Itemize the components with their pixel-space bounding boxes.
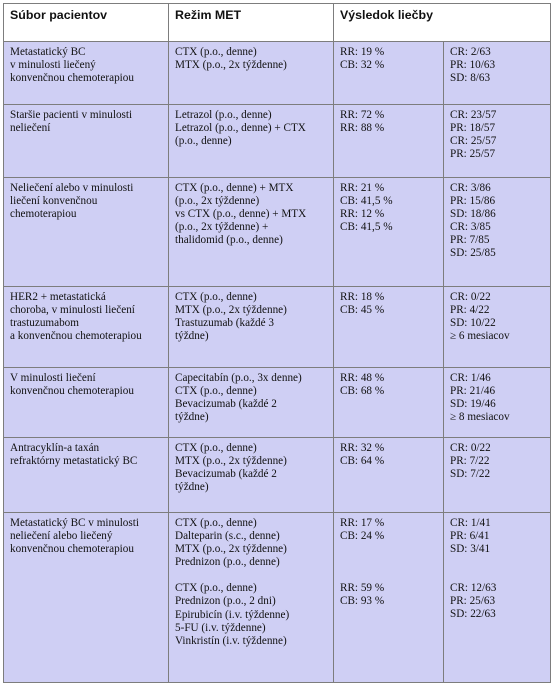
cell-line: CR: 0/22 — [450, 291, 491, 303]
cell-line: Bevacizumab (každé 2 — [175, 398, 277, 411]
cell-line: PR: 21/46 — [450, 385, 496, 398]
table-row — [4, 513, 551, 683]
cell-line: Capecitabín (p.o., 3x denne) — [175, 372, 302, 384]
cell-line: CR: 2/63 — [450, 46, 491, 58]
cell-line: a konvenčnou chemoterapiou — [10, 330, 142, 343]
cell-line: neliečení alebo liečený — [10, 530, 113, 543]
detail-cell — [444, 42, 551, 105]
regimen-cell — [169, 105, 334, 178]
cell-line: SD: 22/63 — [450, 608, 496, 621]
table-row — [4, 368, 551, 438]
cell-line: RR: 72 % — [340, 109, 385, 121]
table-header-row — [4, 4, 551, 42]
cell-line: (p.o., denne) — [175, 135, 232, 148]
cell-line: konvenčnou chemoterapiou — [10, 385, 134, 398]
result-cell — [334, 513, 444, 683]
detail-cell — [444, 368, 551, 438]
cell-line: CB: 64 % — [340, 455, 385, 468]
result-cell — [334, 438, 444, 513]
spacer — [340, 569, 437, 582]
result-cell — [334, 178, 444, 287]
cell-line: v minulosti liečený — [10, 59, 96, 72]
cell-line: SD: 25/85 — [450, 247, 496, 260]
patient-group-cell — [4, 368, 169, 438]
cell-line: CTX (p.o., denne) — [175, 291, 257, 303]
table-row — [4, 105, 551, 178]
spacer — [340, 543, 437, 556]
patient-group-cell — [4, 287, 169, 368]
cell-line: RR: 18 % — [340, 291, 385, 303]
header-met-regimen: Režim MET — [169, 4, 334, 42]
spacer — [175, 569, 327, 582]
cell-line: ≥ 6 mesiacov — [450, 330, 510, 343]
cell-line: CR: 3/86 — [450, 182, 491, 194]
cell-line: refraktórny metastatický BC — [10, 455, 138, 468]
cell-line: PR: 15/86 — [450, 195, 496, 208]
cell-line: Letrazol (p.o., denne) + CTX — [175, 122, 306, 135]
cell-line: MTX (p.o., 2x týždenne) — [175, 455, 287, 468]
table-row — [4, 178, 551, 287]
cell-line: Epirubicín (i.v. týždenne) — [175, 608, 290, 621]
cell-line: CB: 32 % — [340, 59, 385, 72]
result-cell — [334, 105, 444, 178]
cell-line: CB: 68 % — [340, 385, 385, 398]
cell-line: Dalteparin (s.c., denne) — [175, 530, 280, 543]
cell-line: MTX (p.o., 2x týždenne) — [175, 543, 287, 556]
cell-line: CR: 12/63 — [450, 582, 497, 595]
result-cell — [334, 287, 444, 368]
cell-line: MTX (p.o., 2x týždenne) — [175, 59, 287, 72]
cell-line: CB: 41,5 % — [340, 221, 393, 234]
cell-line: konvenčnou chemoterapiou — [10, 72, 134, 85]
cell-line: SD: 7/22 — [450, 468, 491, 481]
cell-line: CTX (p.o., denne) — [175, 46, 257, 58]
cell-line: MTX (p.o., 2x týždenne) — [175, 304, 287, 317]
header-patient-group: Súbor pacientov — [4, 4, 169, 42]
table-row — [4, 438, 551, 513]
cell-line: Bevacizumab (každé 2 — [175, 468, 277, 481]
result-cell — [334, 42, 444, 105]
cell-line: SD: 3/41 — [450, 543, 491, 556]
cell-line: RR: 32 % — [340, 442, 385, 454]
cell-line: CTX (p.o., denne) — [175, 582, 257, 595]
patient-group-cell — [4, 513, 169, 683]
cell-line: CTX (p.o., denne) — [175, 385, 257, 398]
results-table — [3, 3, 551, 683]
cell-line: týždne) — [175, 481, 209, 494]
cell-line: neliečení — [10, 122, 51, 135]
regimen-cell — [169, 438, 334, 513]
cell-line: Metastatický BC — [10, 46, 86, 58]
cell-line: týždne) — [175, 330, 209, 343]
cell-line: SD: 10/22 — [450, 317, 496, 330]
cell-line: choroba, v minulosti liečení — [10, 304, 135, 317]
cell-line: týždne) — [175, 411, 209, 424]
cell-line: ≥ 8 mesiacov — [450, 411, 510, 424]
detail-cell — [444, 105, 551, 178]
cell-line: SD: 8/63 — [450, 72, 491, 85]
cell-line: RR: 17 % — [340, 517, 385, 529]
cell-line: PR: 25/63 — [450, 595, 496, 608]
cell-line: Letrazol (p.o., denne) — [175, 109, 272, 121]
detail-cell — [444, 178, 551, 287]
cell-line: Vinkristín (i.v. týždenne) — [175, 634, 287, 647]
cell-line: CTX (p.o., denne) — [175, 517, 257, 529]
cell-line: CR: 1/46 — [450, 372, 491, 384]
cell-line: RR: 21 % — [340, 182, 385, 194]
cell-line: PR: 7/22 — [450, 455, 490, 468]
spacer — [340, 556, 437, 569]
cell-line: CTX (p.o., denne) — [175, 442, 257, 454]
result-cell — [334, 368, 444, 438]
cell-line: CR: 1/41 — [450, 517, 491, 529]
cell-line: HER2 + metastatická — [10, 291, 106, 303]
cell-line: konvenčnou chemoterapiou — [10, 543, 134, 556]
cell-line: (p.o., 2x týždenne) + — [175, 221, 269, 234]
cell-line: PR: 25/57 — [450, 148, 496, 161]
cell-line: Neliečení alebo v minulosti — [10, 182, 134, 194]
table-row — [4, 42, 551, 105]
cell-line: Trastuzumab (každé 3 — [175, 317, 275, 330]
cell-line: V minulosti liečení — [10, 372, 96, 384]
cell-line: Prednizon (p.o., 2 dni) — [175, 595, 276, 608]
cell-line: RR: 19 % — [340, 46, 385, 58]
cell-line: RR: 12 % — [340, 208, 385, 221]
cell-line: Prednizon (p.o., denne) — [175, 556, 280, 569]
cell-line: PR: 18/57 — [450, 122, 496, 135]
patient-group-cell — [4, 42, 169, 105]
cell-line: Staršie pacienti v minulosti — [10, 109, 133, 121]
cell-line: RR: 88 % — [340, 122, 385, 135]
cell-line: thalidomid (p.o., denne) — [175, 234, 283, 247]
cell-line: CB: 45 % — [340, 304, 385, 317]
cell-line: CR: 23/57 — [450, 109, 497, 121]
cell-line: RR: 48 % — [340, 372, 385, 384]
regimen-cell — [169, 42, 334, 105]
cell-line: CR: 0/22 — [450, 442, 491, 454]
cell-line: SD: 18/86 — [450, 208, 496, 221]
regimen-cell — [169, 287, 334, 368]
cell-line: Antracyklín-a taxán — [10, 442, 100, 454]
cell-line: chemoterapiou — [10, 208, 77, 221]
patient-group-cell — [4, 105, 169, 178]
regimen-cell — [169, 368, 334, 438]
cell-line: PR: 7/85 — [450, 234, 490, 247]
table-row — [4, 287, 551, 368]
cell-line: RR: 59 % — [340, 582, 385, 595]
cell-line: CB: 93 % — [340, 595, 385, 608]
patient-group-cell — [4, 178, 169, 287]
spacer — [450, 569, 544, 582]
cell-line: PR: 6/41 — [450, 530, 490, 543]
cell-line: Metastatický BC v minulosti — [10, 517, 139, 529]
cell-line: PR: 10/63 — [450, 59, 496, 72]
detail-cell — [444, 287, 551, 368]
regimen-cell — [169, 513, 334, 683]
cell-line: SD: 19/46 — [450, 398, 496, 411]
cell-line: vs CTX (p.o., denne) + MTX — [175, 208, 307, 221]
cell-line: CB: 41,5 % — [340, 195, 393, 208]
cell-line: (p.o., 2x týždenne) — [175, 195, 260, 208]
cell-line: trastuzumabom — [10, 317, 79, 330]
cell-line: CB: 24 % — [340, 530, 385, 543]
cell-line: CR: 25/57 — [450, 135, 497, 148]
regimen-cell — [169, 178, 334, 287]
cell-line: CTX (p.o., denne) + MTX — [175, 182, 294, 194]
cell-line: liečení konvenčnou — [10, 195, 98, 208]
cell-line: PR: 4/22 — [450, 304, 490, 317]
patient-group-cell — [4, 438, 169, 513]
spacer — [450, 556, 544, 569]
cell-line: CR: 3/85 — [450, 221, 491, 234]
cell-line: 5-FU (i.v. týždenne) — [175, 621, 266, 634]
detail-cell — [444, 513, 551, 683]
header-treatment-result: Výsledok liečby — [334, 4, 551, 42]
detail-cell — [444, 438, 551, 513]
